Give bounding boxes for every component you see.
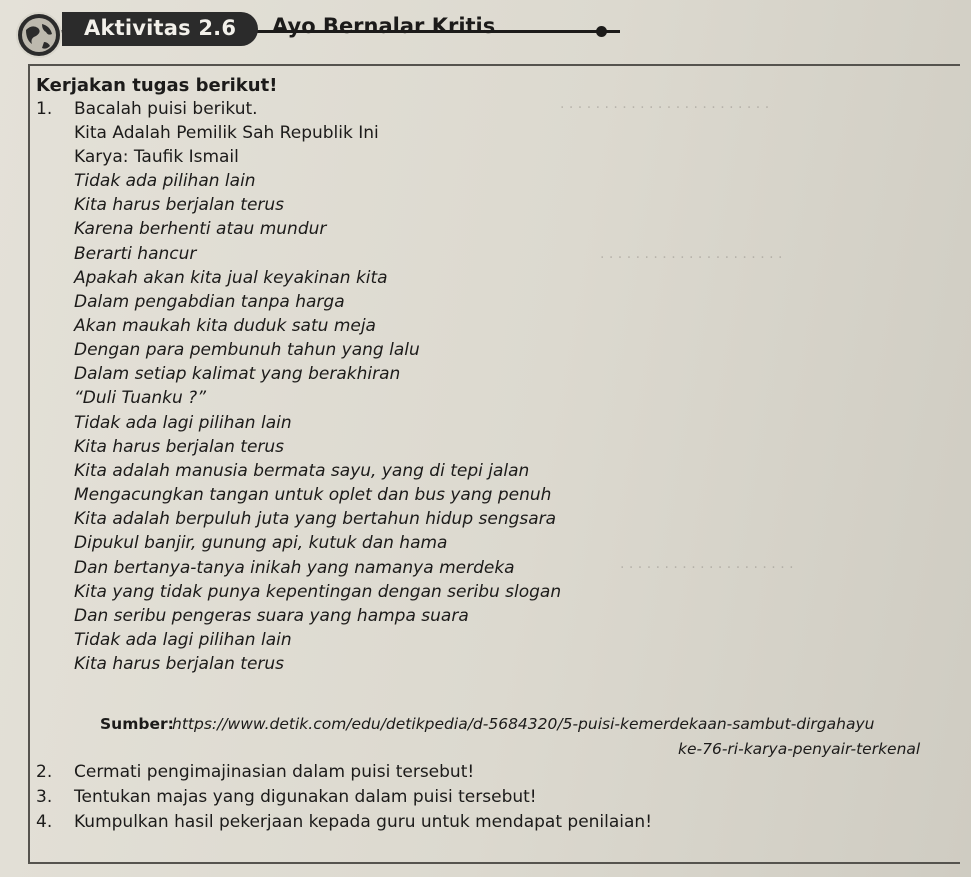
source-url-line1: https://www.detik.com/edu/detikpedia/d-5684320/5-puisi-kemerdekaan-sambut-dirgahayu <box>172 715 875 733</box>
show-through-text: · · · · · · · · · · · · · · · · · · · · · · · · <box>560 100 770 116</box>
activity-title: Ayo Bernalar Kritis <box>272 14 496 38</box>
frame-bottom-border <box>30 862 960 864</box>
poem-line: Tidak ada lagi pilihan lain <box>74 630 292 650</box>
poem-line: Kita adalah manusia bermata sayu, yang di tepi jalan <box>74 461 530 481</box>
poem-line: Dipukul banjir, gunung api, kutuk dan hama <box>74 533 448 553</box>
header-rule-dot <box>596 26 607 37</box>
poem-line: Kita harus berjalan terus <box>74 437 285 457</box>
poem-line: Tidak ada lagi pilihan lain <box>74 413 292 433</box>
frame-left-border <box>28 64 30 864</box>
poem-line: Dengan para pembunuh tahun yang lalu <box>74 340 420 360</box>
question-text: Tentukan majas yang digunakan dalam puisi tersebut! <box>74 787 537 807</box>
question-text: Kumpulkan hasil pekerjaan kepada guru untuk mendapat penilaian! <box>74 812 653 832</box>
poem-author: Karya: Taufik Ismail <box>74 147 239 167</box>
show-through-text: · · · · · · · · · · · · · · · · · · · · <box>620 560 794 576</box>
poem-line: Kita adalah berpuluh juta yang bertahun hidup sengsara <box>74 509 557 529</box>
poem-line: Dan seribu pengeras suara yang hampa suara <box>74 606 469 626</box>
activity-badge-label: Aktivitas 2.6 <box>84 16 237 40</box>
poem-line: Kita harus berjalan terus <box>74 195 285 215</box>
poem-line: Kita yang tidak punya kepentingan dengan seribu slogan <box>74 582 562 602</box>
poem-line: Tidak ada pilihan lain <box>74 171 256 191</box>
poem-line: Dan bertanya-tanya inikah yang namanya merdeka <box>74 558 515 578</box>
poem-line: Dalam pengabdian tanpa harga <box>74 292 345 312</box>
poem-line: Karena berhenti atau mundur <box>74 219 327 239</box>
question-number: 3. <box>36 787 53 807</box>
show-through-text: · · · · · · · · · · · · · · · · · · · · · <box>600 250 783 266</box>
frame-top-border <box>30 64 960 66</box>
question-text: Cermati pengimajinasian dalam puisi tersebut! <box>74 762 475 782</box>
poem-line: Dalam setiap kalimat yang berakhiran <box>74 364 401 384</box>
poem-line: Berarti hancur <box>74 244 197 264</box>
source-label: Sumber: <box>100 715 174 733</box>
poem-line: Akan maukah kita duduk satu meja <box>74 316 376 336</box>
globe-icon <box>12 10 66 60</box>
instruction-heading: Kerjakan tugas berikut! <box>36 75 278 96</box>
poem-line: “Duli Tuanku ?” <box>74 388 207 408</box>
task-number: 1. <box>36 99 53 119</box>
source-url-line2: ke-76-ri-karya-penyair-terkenal <box>678 740 921 758</box>
poem-line: Kita harus berjalan terus <box>74 654 285 674</box>
poem-line: Apakah akan kita jual keyakinan kita <box>74 268 388 288</box>
task-text: Bacalah puisi berikut. <box>74 99 258 119</box>
poem-title: Kita Adalah Pemilik Sah Republik Ini <box>74 123 379 143</box>
question-number: 2. <box>36 762 53 782</box>
poem-line: Mengacungkan tangan untuk oplet dan bus yang penuh <box>74 485 552 505</box>
question-number: 4. <box>36 812 53 832</box>
